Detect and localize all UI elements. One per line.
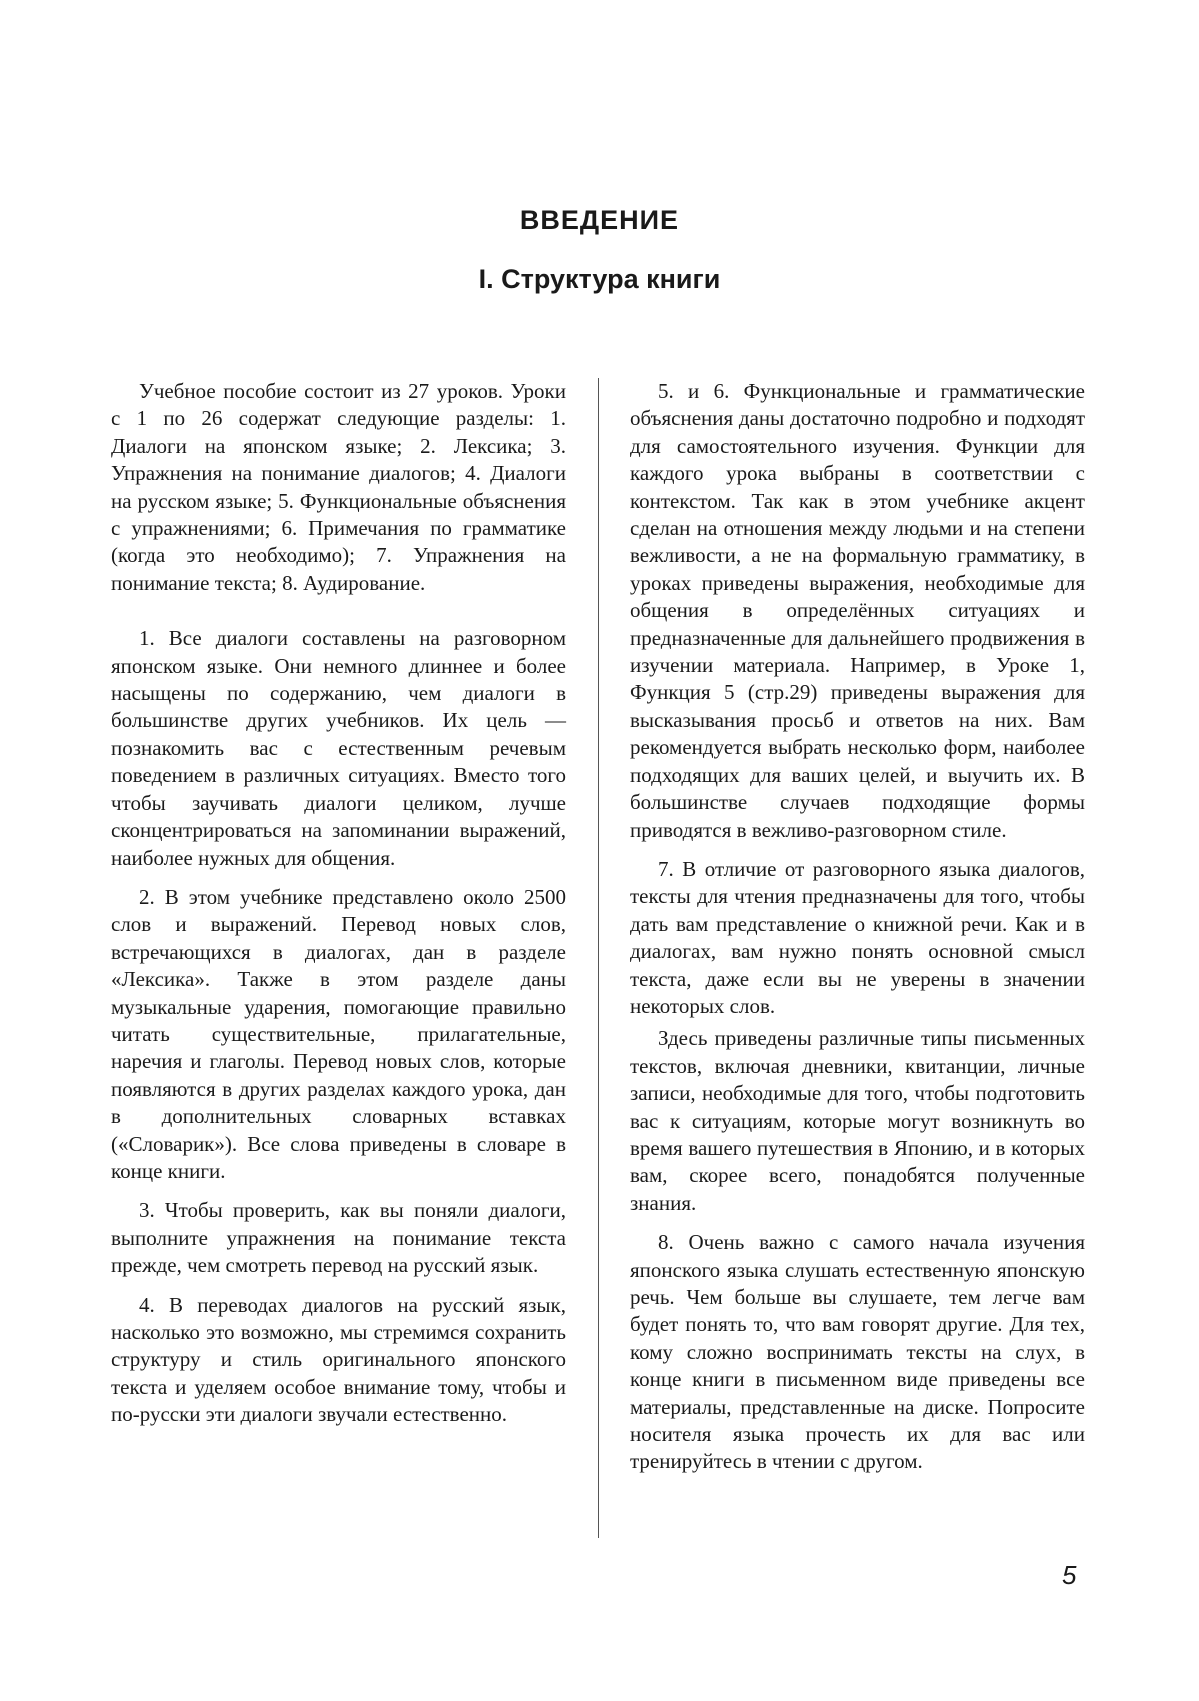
paragraph-listening: 8. Очень важно с самого начала изучения японского языка слушать естественную японскую речь. Чем больше вы слушаете, тем легче вам будет понять то, что вам говорят другие. Для тех, кому сложно воспринимать тексты на слух, в конце книги в письменном виде приведены все материалы, представленные на диске. Попросите носителя языка прочесть их для вас или тренируйтесь в чтении с другом. xyxy=(630,1230,1085,1474)
left-column xyxy=(111,378,566,1441)
paragraph-comprehension: 3. Чтобы проверить, как вы поняли диалоги, выполните упражнения на понимание текста прежде, чем смотреть перевод на русский язык. xyxy=(111,1198,566,1278)
paragraph-reading-texts: 7. В отличие от разговорного языка диалогов, тексты для чтения предназначены для того, чтобы дать вам представление о книжной речи. Как и в диалогах, вам нужно понять основной смысл текста, даже если вы не уверены в значении некоторых слов. xyxy=(630,856,1085,1018)
paragraph-text-types: Здесь приведены различные типы письменных текстов, включая дневники, квитанции, личные записи, необходимые для того, чтобы подготовить вас к ситуациям, которые могут возникнуть во время вашего путешествия в Японию, и в которых вам, скорее всего, понадобятся полученные знания. xyxy=(630,1026,1085,1215)
paragraph-functions: 5. и 6. Функциональные и грамматические объяснения даны достаточно подробно и подходят для самостоятельного изучения. Функции для каждого урока выбраны в соответствии с контекстом. Так как в этом учебнике акцент сделан на отношения между людьми и на степени вежливости, а не на формальную грамматику, в уроках приведены выражения, необходимые для общения в определённых ситуациях и предназначенные для дальнейшего продвижения в изучении материала. Например, в Уроке 1, Функция 5 (стр.29) приведены выражения для высказывания просьб и ответов на них. Вам рекомендуется выбрать несколько форм, наиболее подходящих для ваших целей, и выучить их. В большинстве случаев подходящие формы приводятся в вежливо-разговорном стиле. xyxy=(630,379,1085,842)
column-divider xyxy=(598,378,599,1538)
section-title: I. Структура книги xyxy=(478,264,721,294)
paragraph-translations: 4. В переводах диалогов на русский язык, насколько это возможно, мы стремимся сохранить структуру и стиль оригинального японского текста и уделяем особое внимание тому, чтобы и по-русски эти диалоги звучали естественно. xyxy=(111,1292,566,1427)
page-title: ВВЕДЕНИЕ xyxy=(519,205,680,235)
paragraph-intro: Учебное пособие состоит из 27 уроков. Уроки с 1 по 26 содержат следующие разделы: 1. Диалоги на японском языке; 2. Лексика; 3. Упражнения на понимание диалогов; 4. Диалоги на русском языке; 5. Функциональные объяснения с упражнениями; 6. Примечания по грамматике (когда это необходимо); 7. Упражнения на понимание текста; 8. Аудирование. xyxy=(111,379,566,595)
paragraph-vocabulary: 2. В этом учебнике представлено около 2500 слов и выражений. Перевод новых слов, встречающихся в диалогах, дан в разделе «Лексика». Также в этом разделе даны музыкальные ударения, помогающие правильно читать существительные, прилагательные, наречия и глаголы. Перевод новых слов, которые появляются в других разделах каждого урока, дан в дополнительных словарных вставках («Словарик»). Все слова приведены в словаре в конце книги. xyxy=(111,884,566,1183)
right-column xyxy=(630,378,1085,1476)
page-number: 5 xyxy=(1062,1560,1077,1590)
paragraph-dialogues: 1. Все диалоги составлены на разговорном японском языке. Они немного длиннее и более насыщены по содержанию, чем диалоги в большинстве других учебников. Их цель — познакомить вас с естественным речевым поведением в различных ситуациях. Вместо того чтобы заучивать диалоги целиком, лучше сконцентрироваться на запоминании выражений, наиболее нужных для общения. xyxy=(111,626,566,870)
